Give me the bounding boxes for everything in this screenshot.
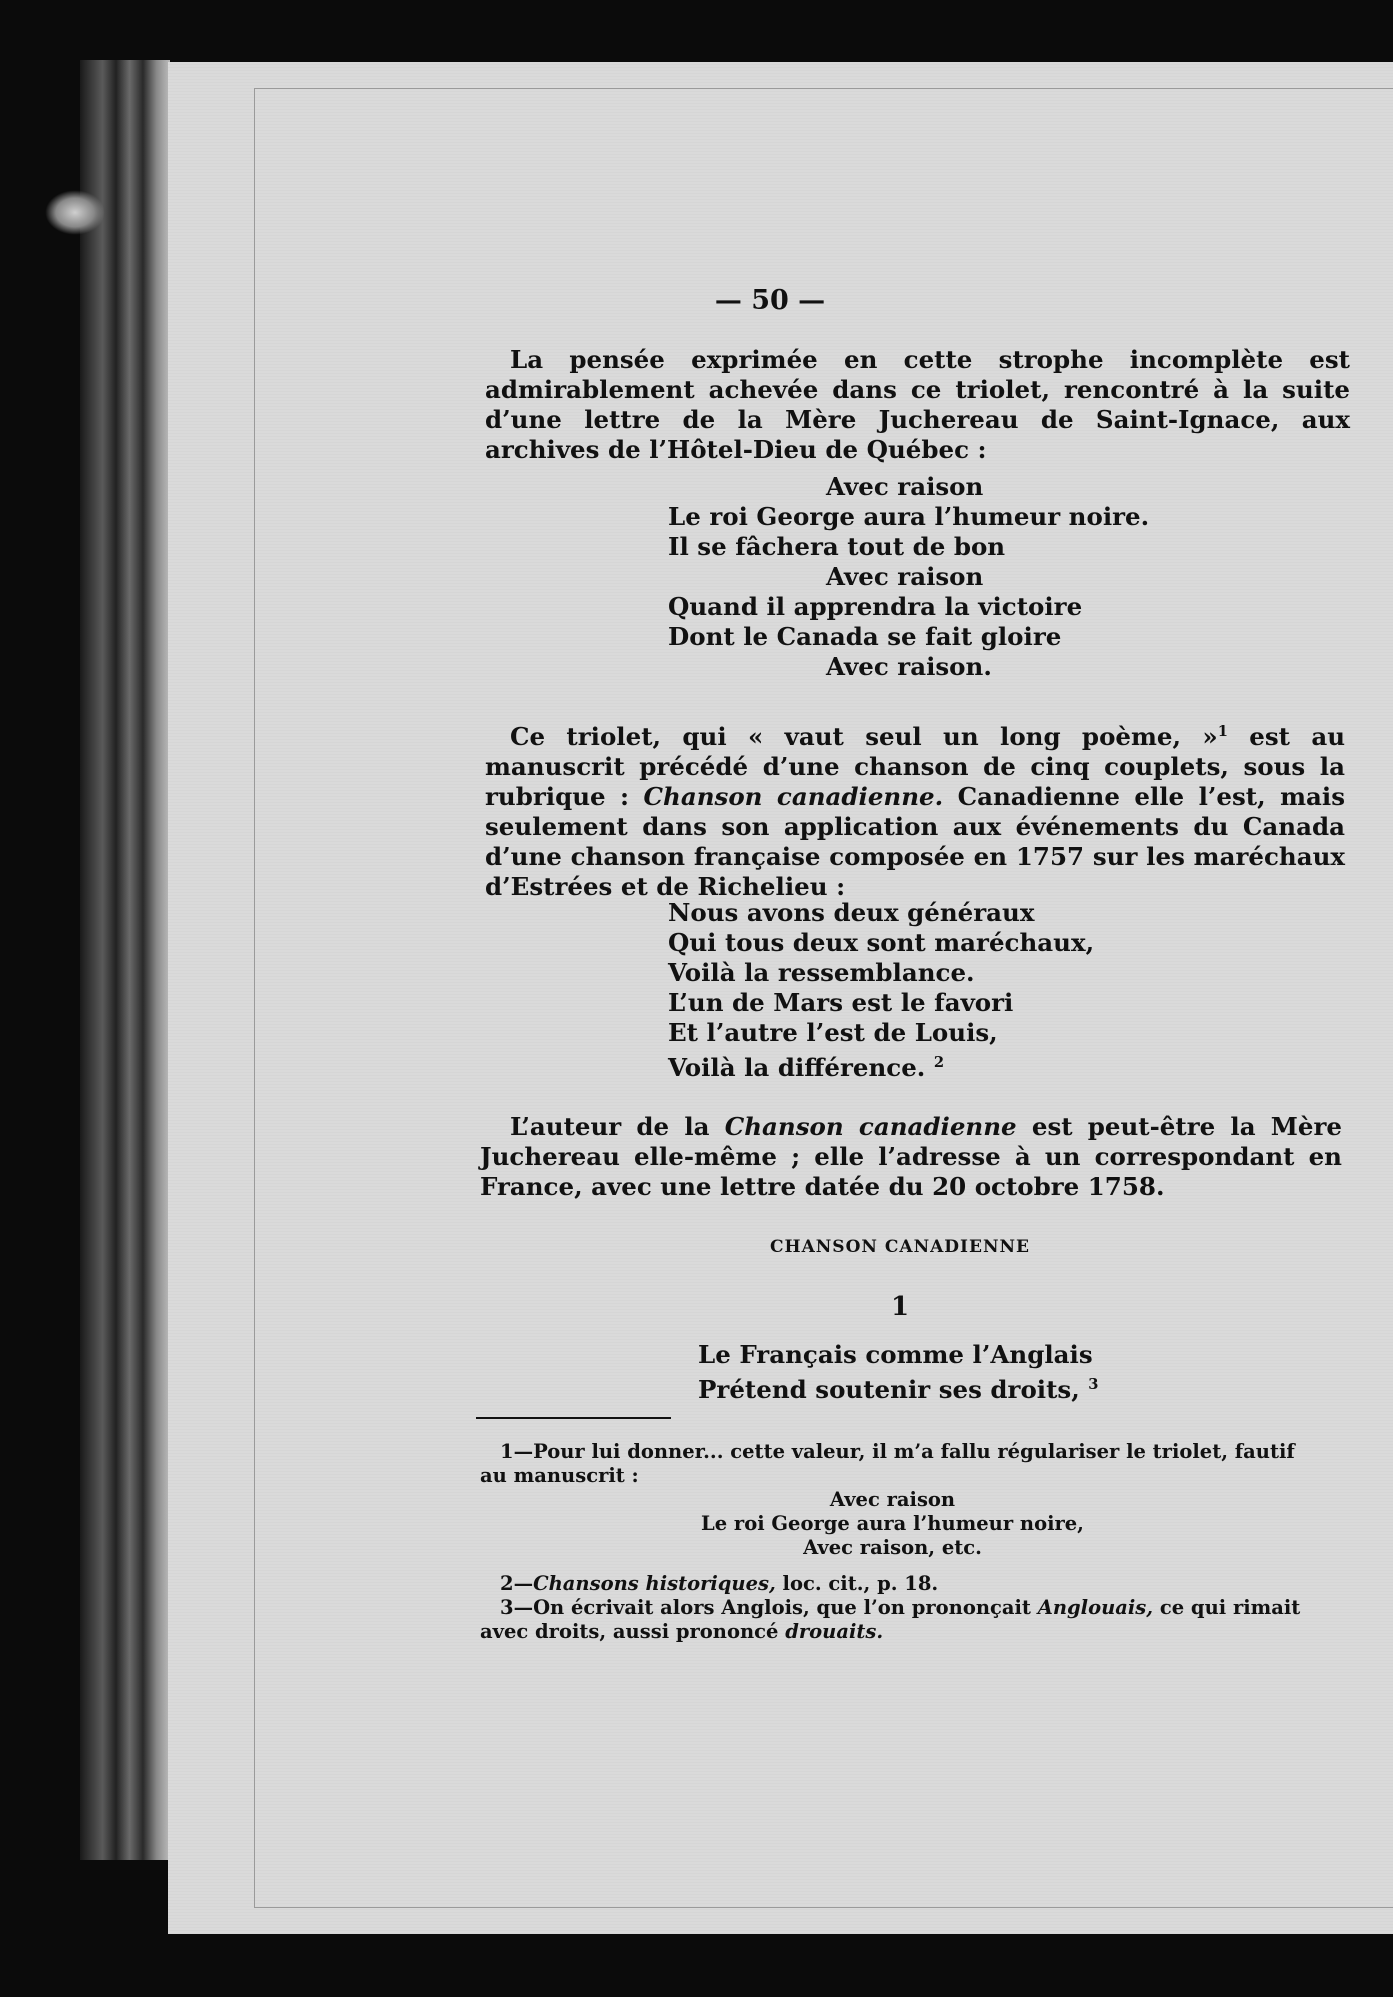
footnote-ref: 3 (1088, 1376, 1099, 1393)
verse-line: Avec raison (826, 472, 984, 501)
footnote-2 (480, 1572, 1340, 1596)
text-run: Ce triolet, qui « vaut seul un long poème, » (510, 721, 1218, 751)
verse-line: Quand il apprendra la victoire (668, 592, 1083, 621)
chanson-verse (698, 1340, 1099, 1405)
footnote-rule (476, 1417, 671, 1419)
verse-text: Prétend soutenir ses droits, (698, 1374, 1080, 1404)
italic-word: drouaits. (785, 1620, 884, 1643)
text-run: est peut-être la Mère Juchereau elle-même ; elle l’adresse à un correspondant en France, avec une lettre datée du 20 octobre 1758. (480, 1112, 1343, 1201)
verse-line (698, 1370, 1099, 1405)
text-run: 2— (500, 1572, 534, 1595)
text-run: L’auteur de la (510, 1112, 725, 1141)
verse-line: Voilà la ressemblance. (668, 958, 975, 987)
italic-title: Chanson canadienne. (643, 781, 944, 811)
footnote-verse-line: Le roi George aura l’humeur noire, (701, 1512, 1084, 1535)
verse-text: Voilà la différence. (668, 1052, 926, 1082)
second-paragraph (485, 717, 1345, 902)
verse-line: L’un de Mars est le favori (668, 988, 1014, 1017)
marechaux-verse (668, 898, 1094, 1083)
footnote-1-cont: au manuscrit : (480, 1464, 639, 1487)
italic-word: Anglouais, (1037, 1596, 1154, 1619)
verse-line: Qui tous deux sont maréchaux, (668, 928, 1095, 957)
verse-line: Et l’autre l’est de Louis, (668, 1018, 998, 1047)
verse-line: Avec raison. (826, 652, 992, 681)
text-run: est au manuscrit précédé d’une chanson de cinq couplets, sous la rubrique : (485, 721, 1346, 811)
triolet-verse (668, 472, 1149, 682)
book-spine-edge (80, 60, 170, 1860)
verse-line: Nous avons deux généraux (668, 898, 1035, 927)
footnote-verse-line: Avec raison (829, 1488, 956, 1511)
text-run: ce qui rimait (1153, 1596, 1301, 1619)
verse-line: Il se fâchera tout de bon (668, 532, 1006, 561)
section-title: CHANSON CANADIENNE (769, 1237, 1030, 1257)
verse-line: Le Français comme l’Anglais (698, 1340, 1093, 1369)
text-run: loc. cit., p. 18. (775, 1572, 939, 1595)
footnote-3 (480, 1596, 1340, 1620)
footnote-verse-line: Avec raison, etc. (803, 1536, 982, 1559)
italic-title: Chansons historiques, (533, 1572, 776, 1595)
text-run: avec droits, aussi prononcé (480, 1620, 786, 1643)
text-run: 3—On écrivait alors Anglois, que l’on prononçait (500, 1596, 1038, 1619)
italic-title: Chanson canadienne (724, 1112, 1017, 1141)
verse-line (668, 1048, 1094, 1083)
footnote-ref: 1 (1217, 723, 1228, 740)
footnote-1: 1—Pour lui donner... cette valeur, il m’a fallu régulariser le triolet, fautif (500, 1440, 1295, 1463)
page-number: — 50 — (714, 285, 826, 316)
scan-speck (45, 190, 105, 235)
verse-line: Avec raison (826, 562, 984, 591)
third-paragraph (480, 1112, 1342, 1202)
text-run: Canadienne elle l’est, mais seulement dans son application aux événements du Canada d’une chanson française composée en 1757 sur les maréchaux d’Estrées et de Richelieu : (485, 781, 1345, 901)
verse-line: Le roi George aura l’humeur noire. (668, 502, 1150, 531)
verse-line: Dont le Canada se fait gloire (668, 622, 1062, 651)
intro-paragraph: La pensée exprimée en cette strophe incomplète est admirablement achevée dans ce triolet, rencontré à la suite d’une lettre de la Mère Juchereau de Saint-Ignace, aux archives de l’Hôtel-Dieu de Québec : (485, 345, 1350, 464)
footnote-3-cont (480, 1620, 1340, 1644)
footnote-ref: 2 (933, 1054, 945, 1071)
stanza-number: 1 (890, 1292, 910, 1322)
footnotes (480, 1440, 1340, 1644)
